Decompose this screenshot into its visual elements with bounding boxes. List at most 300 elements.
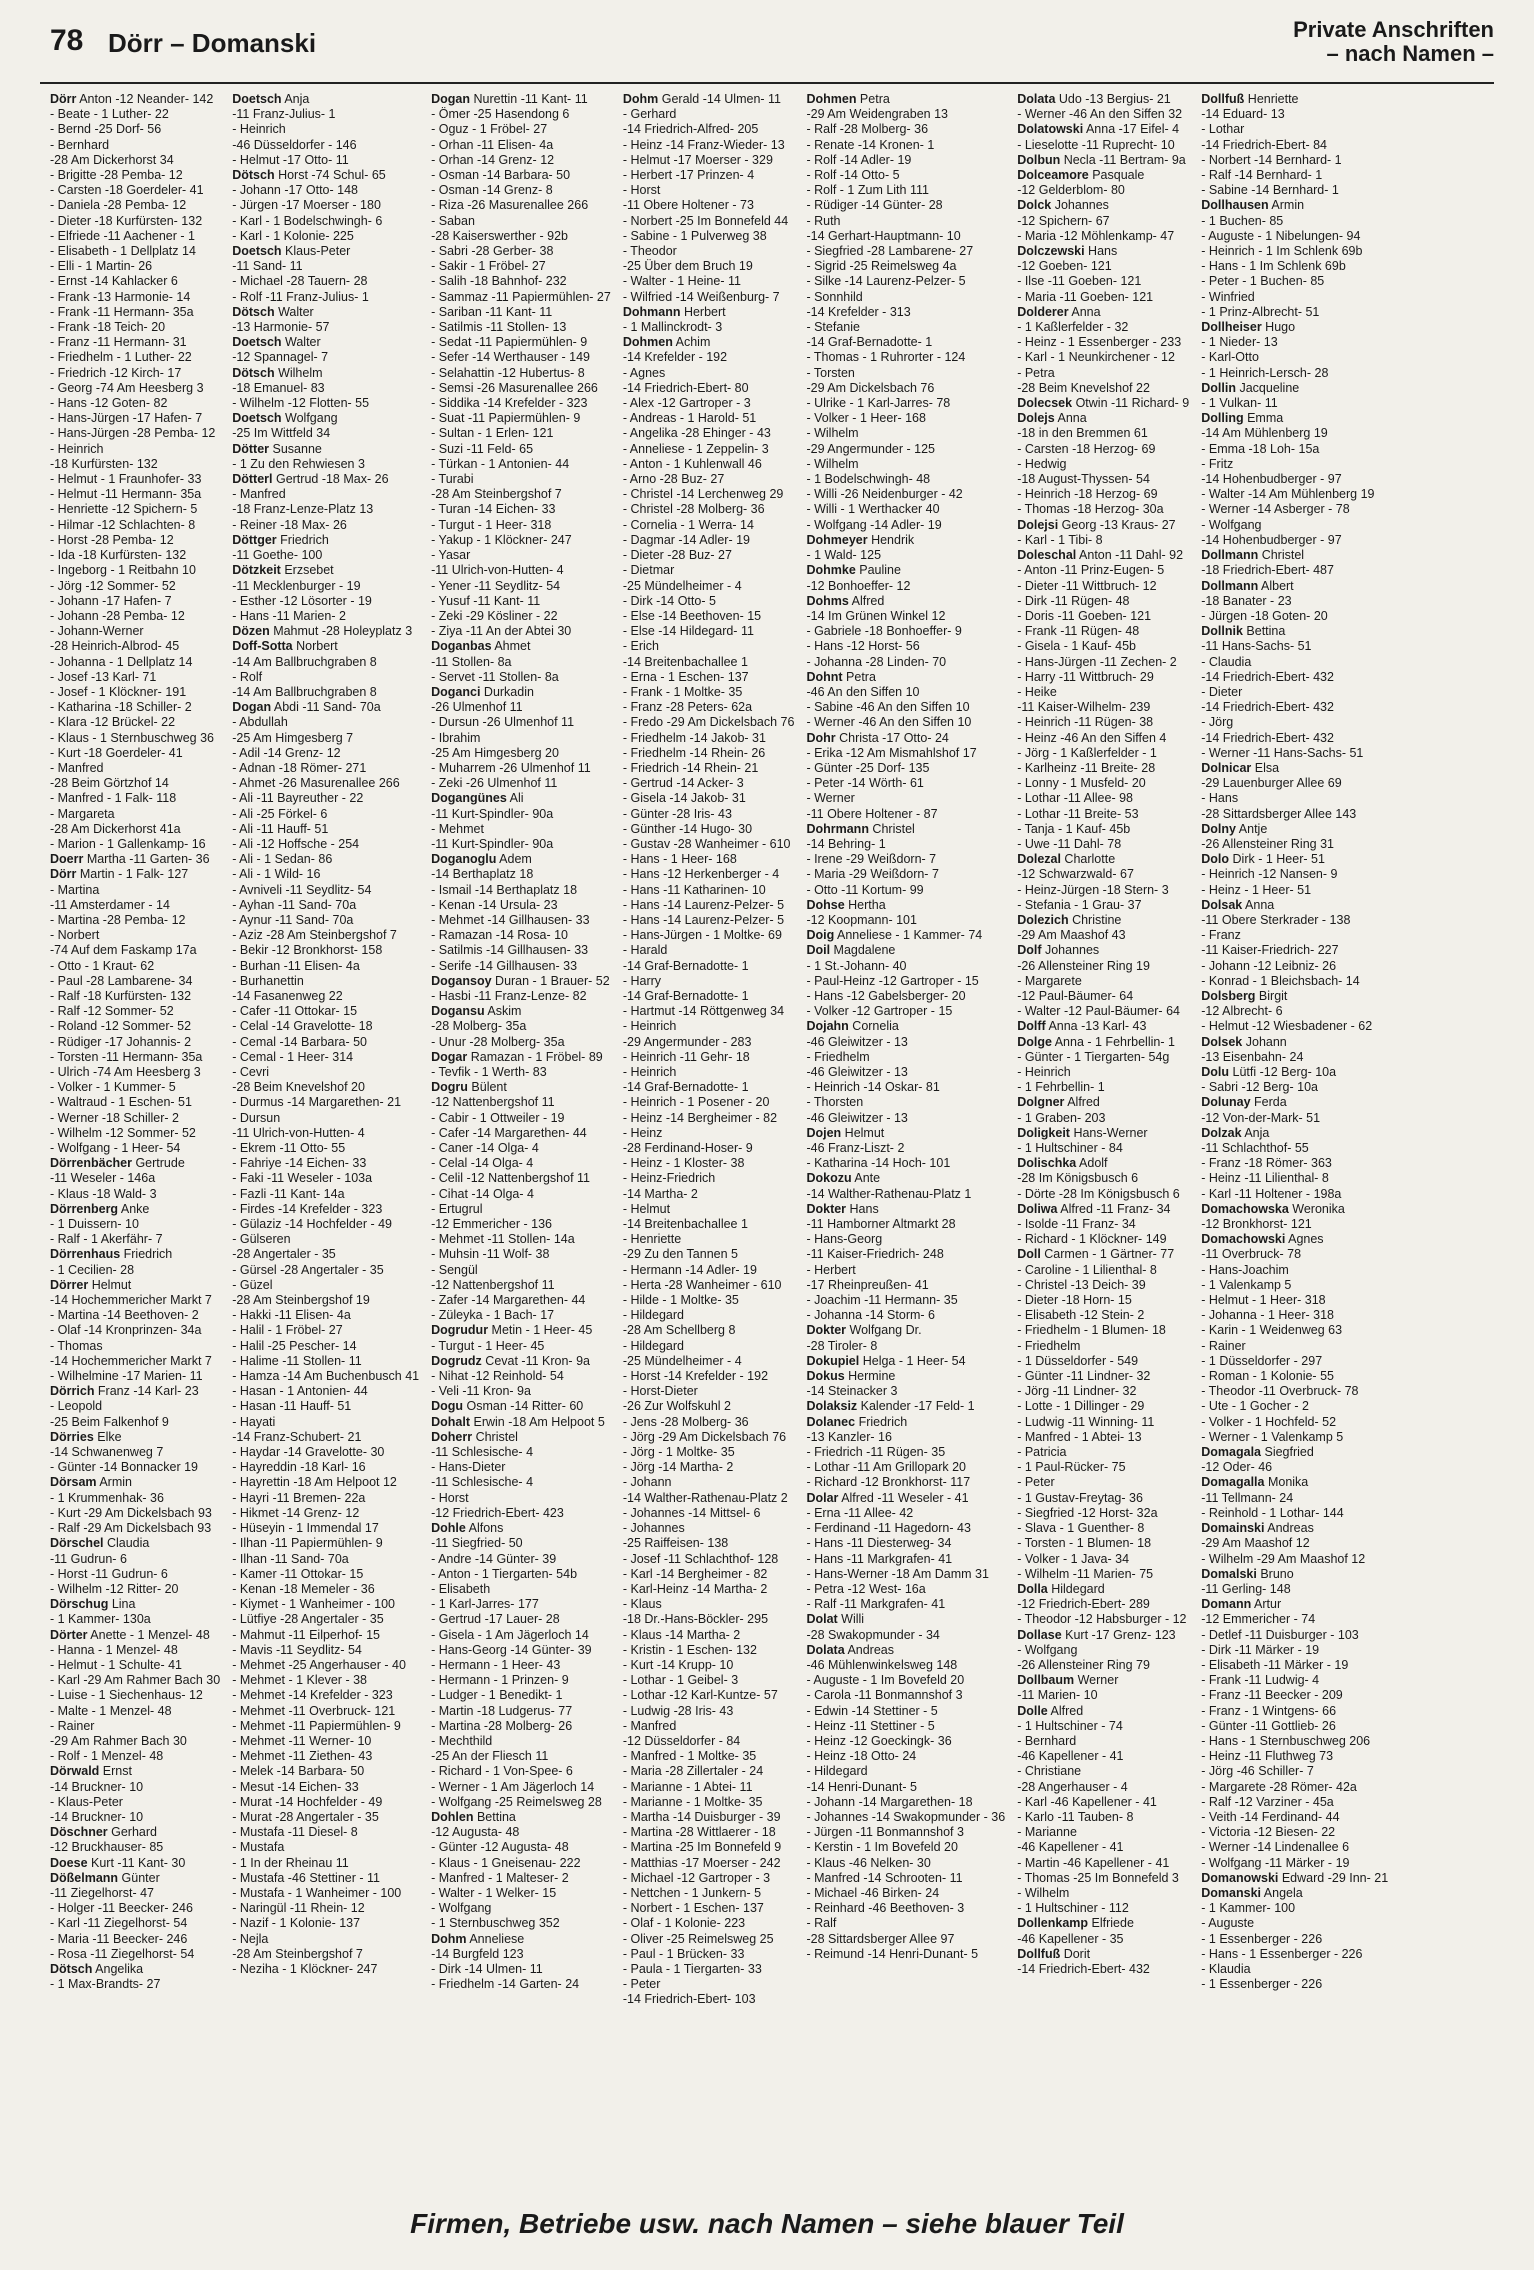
directory-entry <box>232 274 419 289</box>
directory-entry <box>232 1369 419 1384</box>
directory-entry <box>623 138 795 153</box>
entry-text: - Günter -28 Iris- 43 <box>622 806 732 821</box>
directory-entry <box>1017 974 1189 989</box>
directory-entry <box>431 1065 611 1080</box>
entry-text: - Ralf -12 Sommer- 52 <box>50 1004 174 1019</box>
directory-entry <box>1201 1065 1388 1080</box>
directory-entry <box>623 1506 795 1521</box>
entry-text: - Jörg <box>1201 715 1234 730</box>
directory-entry <box>232 1141 419 1156</box>
entry-text: -14 Schwanenweg 7 <box>50 1445 164 1460</box>
entry-text: - Gisela - 1 Kauf- 45b <box>1017 639 1136 654</box>
directory-entry <box>806 579 1005 594</box>
directory-entry <box>232 791 419 806</box>
entry-text: -18 in den Bremmen 61 <box>1017 426 1148 441</box>
entry-text: - Manfred - 1 Moltke- 35 <box>622 1749 757 1764</box>
entry-text: - Johanna - 1 Dellplatz 14 <box>50 654 193 669</box>
directory-entry <box>232 639 419 654</box>
directory-entry <box>806 1932 1005 1947</box>
entry-text: - 1 Nieder- 13 <box>1201 335 1278 350</box>
directory-entry <box>431 1141 611 1156</box>
directory-entry <box>232 609 419 624</box>
entry-text: -11 Kurt-Spindler- 90a <box>431 806 554 821</box>
directory-entry <box>1017 700 1189 715</box>
entry-text: -12 Nattenbergshof 11 <box>431 1095 555 1110</box>
entry-text: - Lieselotte -11 Ruprecht- 10 <box>1017 137 1175 152</box>
directory-entry <box>806 1764 1005 1779</box>
entry-text: - Werner -46 An den Siffen 10 <box>806 715 972 730</box>
directory-entry <box>232 1886 419 1901</box>
directory-entry <box>623 396 795 411</box>
entry-text: - 1 Krummenhak- 36 <box>50 1490 164 1505</box>
directory-entry <box>232 381 419 396</box>
directory-entry <box>50 1415 220 1430</box>
directory-entry <box>806 1202 1005 1217</box>
entry-text: - Celal -14 Olga- 4 <box>431 1156 534 1171</box>
directory-entry <box>232 1612 419 1627</box>
entry-text: - Volker - 1 Heer- 168 <box>806 411 926 426</box>
directory-entry <box>806 1840 1005 1855</box>
directory-entry <box>232 396 419 411</box>
directory-entry <box>1201 1004 1388 1019</box>
directory-entry <box>1017 1369 1189 1384</box>
directory-entry <box>1201 731 1388 746</box>
directory-entry <box>1201 1050 1388 1065</box>
entry-text: Otwin -11 Richard- 9 <box>1072 396 1190 411</box>
directory-entry <box>431 670 611 685</box>
entry-text: - Ferdinand -11 Hagedorn- 43 <box>806 1521 971 1536</box>
directory-entry <box>623 943 795 958</box>
directory-entry <box>806 198 1005 213</box>
directory-entry <box>232 1399 419 1414</box>
entry-text: Edward -29 Inn- 21 <box>1278 1870 1389 1885</box>
entry-text: Bülent <box>467 1080 507 1095</box>
directory-entry <box>1017 366 1189 381</box>
entry-text: -28 Swakopmunder - 34 <box>806 1627 940 1642</box>
directory-entry <box>1017 1764 1189 1779</box>
entry-text: -12 Bruckhauser- 85 <box>50 1840 164 1855</box>
entry-text: - Luise - 1 Siechenhaus- 12 <box>50 1688 203 1703</box>
directory-entry <box>623 1780 795 1795</box>
entry-text: - Hans -12 Herkenberger - 4 <box>622 867 780 882</box>
entry-text: - Horst -11 Gudrun- 6 <box>50 1566 168 1581</box>
entry-surname: Dolejsi <box>1017 517 1059 532</box>
entry-text: - Werner -46 An den Siffen 32 <box>1017 107 1183 122</box>
directory-entry <box>623 335 795 350</box>
entry-text: - Ilhan -11 Papiermühlen- 9 <box>232 1536 383 1551</box>
entry-surname: Dörsam <box>50 1475 97 1490</box>
entry-text: -12 Friedrich-Ebert- 289 <box>1017 1597 1150 1612</box>
directory-entry <box>50 1521 220 1536</box>
directory-entry <box>50 183 220 198</box>
directory-entry <box>623 1962 795 1977</box>
entry-surname: Dollbaum <box>1017 1673 1075 1688</box>
entry-text: -28 Am Steinbergshof 7 <box>232 1946 363 1961</box>
entry-text: Gertrud -18 Max- 26 <box>272 472 389 487</box>
entry-text: - Fritz <box>1201 456 1234 471</box>
entry-text: - Mechthild <box>431 1733 493 1748</box>
directory-entry <box>50 746 220 761</box>
directory-entry <box>1017 92 1189 107</box>
entry-text: - Henriette <box>622 1232 682 1247</box>
entry-text: -12 Spichern- 67 <box>1017 213 1110 228</box>
directory-entry <box>50 1035 220 1050</box>
directory-entry <box>806 1947 1005 1962</box>
entry-text: - Volker - 1 Hochfeld- 52 <box>1201 1414 1337 1429</box>
entry-text: - Bernhard <box>50 137 110 152</box>
entry-text: Cevat -11 Kron- 9a <box>481 1353 590 1368</box>
entry-text: - Ibrahim <box>431 730 481 745</box>
entry-text: Metin - 1 Heer- 45 <box>488 1323 593 1338</box>
directory-entry <box>1201 1612 1388 1627</box>
entry-text: - Mehmet -14 Gillhausen- 33 <box>431 912 590 927</box>
entry-text: - Gertrud -14 Acker- 3 <box>622 776 744 791</box>
directory-entry <box>232 1552 419 1567</box>
directory-entry <box>623 381 795 396</box>
entry-text: - Mehmet -11 Stollen- 14a <box>431 1232 575 1247</box>
entry-surname: Doff-Sotta <box>232 639 293 654</box>
entry-text: Carmen - 1 Gärtner- 77 <box>1040 1247 1175 1262</box>
directory-entry <box>50 1962 220 1977</box>
directory-entry <box>1017 502 1189 517</box>
directory-entry <box>50 1780 220 1795</box>
entry-text: Anja <box>281 92 310 106</box>
directory-entry <box>431 1202 611 1217</box>
directory-entry <box>623 579 795 594</box>
entry-text: Adolf <box>1076 1156 1108 1171</box>
directory-entry <box>623 244 795 259</box>
directory-entry <box>1017 168 1189 183</box>
entry-text: Walter <box>274 304 314 319</box>
entry-text: - Maria -29 Weißdorn- 7 <box>806 867 939 882</box>
directory-entry <box>623 153 795 168</box>
entry-surname: Doligkeit <box>1017 1125 1070 1140</box>
entry-text: - Maria -12 Möhlenkamp- 47 <box>1017 228 1175 243</box>
directory-entry <box>806 943 1005 958</box>
directory-entry <box>1017 1840 1189 1855</box>
entry-text: - Güzel <box>232 1277 273 1292</box>
entry-text: -12 Friedrich-Ebert- 423 <box>431 1505 564 1520</box>
directory-entry <box>232 457 419 472</box>
directory-entry <box>1017 1384 1189 1399</box>
entry-text: -11 Amsterdamer - 14 <box>50 897 170 912</box>
entry-text: -14 Graf-Bernadotte- 1 <box>806 335 933 350</box>
directory-entry <box>806 1384 1005 1399</box>
entry-surname: Domachowski <box>1201 1232 1286 1247</box>
directory-entry <box>232 959 419 974</box>
directory-entry <box>50 943 220 958</box>
entry-text: - Cemal -14 Barbara- 50 <box>232 1034 367 1049</box>
directory-entry <box>1201 1749 1388 1764</box>
entry-text: - Werner -11 Hans-Sachs- 51 <box>1201 745 1364 760</box>
directory-entry <box>806 548 1005 563</box>
entry-text: - Hikmet -14 Grenz- 12 <box>232 1505 360 1520</box>
directory-entry <box>1017 1947 1189 1962</box>
directory-entry <box>232 1795 419 1810</box>
directory-entry <box>232 290 419 305</box>
entry-surname: Dohm <box>622 92 659 106</box>
entry-surname: Dollmann <box>1201 548 1259 563</box>
entry-text: Henriette <box>1244 92 1299 106</box>
entry-text: - Karin - 1 Weidenweg 63 <box>1201 1323 1343 1338</box>
directory-entry <box>50 1323 220 1338</box>
directory-entry <box>431 1445 611 1460</box>
directory-entry <box>1017 989 1189 1004</box>
directory-entry <box>431 1719 611 1734</box>
directory-entry <box>1201 1384 1388 1399</box>
directory-entry <box>232 1916 419 1931</box>
directory-entry <box>806 639 1005 654</box>
directory-entry <box>50 928 220 943</box>
entry-text: Ahmet <box>491 639 531 654</box>
entry-text: -25 Beim Falkenhof 9 <box>50 1414 169 1429</box>
entry-text: - Johanna -14 Storm- 6 <box>806 1308 935 1323</box>
directory-entry <box>1017 1673 1189 1688</box>
entry-text: - Ralf -11 Markgrafen- 41 <box>806 1597 946 1612</box>
entry-text: - Muharrem -26 Ulmenhof 11 <box>431 760 591 775</box>
entry-text: -18 Emanuel- 83 <box>232 380 325 395</box>
entry-text: - Hans -11 Katharinen- 10 <box>622 882 766 897</box>
directory-entry <box>1201 1399 1388 1414</box>
directory-entry <box>431 1901 611 1916</box>
directory-entry <box>431 259 611 274</box>
directory-entry <box>1017 883 1189 898</box>
directory-entry <box>232 1460 419 1475</box>
entry-text: - Hans -14 Laurenz-Pelzer- 5 <box>622 912 785 927</box>
entry-text: - Melek -14 Barbara- 50 <box>232 1764 365 1779</box>
directory-entry <box>232 259 419 274</box>
directory-entry <box>1201 548 1388 563</box>
entry-text: -11 Kaiser-Wilhelm- 239 <box>1017 700 1151 715</box>
directory-entry <box>623 518 795 533</box>
entry-surname: Dohmen <box>806 92 857 106</box>
directory-entry <box>431 867 611 882</box>
directory-entry <box>1017 1901 1189 1916</box>
entry-text: - Marianne - 1 Moltke- 35 <box>622 1794 763 1809</box>
entry-text: Angela <box>1261 1885 1303 1900</box>
entry-text: - Hildegard <box>622 1338 684 1353</box>
entry-text: - Agnes <box>622 365 666 380</box>
entry-text: - Kamer -11 Ottokar- 15 <box>232 1566 364 1581</box>
entry-text: - Willi -26 Neidenburger - 42 <box>806 487 963 502</box>
entry-text: - Friedhelm -14 Garten- 24 <box>431 1977 580 1992</box>
directory-entry <box>806 320 1005 335</box>
directory-entry <box>1201 1597 1388 1612</box>
directory-entry <box>1017 198 1189 213</box>
directory-entry <box>1201 563 1388 578</box>
directory-entry <box>1017 928 1189 943</box>
directory-entry <box>1201 1932 1388 1947</box>
directory-entry <box>431 822 611 837</box>
directory-entry <box>232 1536 419 1551</box>
entry-surname: Dolsek <box>1201 1034 1243 1049</box>
entry-text: - Turan -14 Eichen- 33 <box>431 502 556 517</box>
directory-entry <box>1201 715 1388 730</box>
entry-text: - Hanna - 1 Menzel- 48 <box>50 1642 178 1657</box>
entry-text: - Halil - 1 Fröbel- 27 <box>232 1323 343 1338</box>
entry-text: -18 Dr.-Hans-Böckler- 295 <box>622 1612 769 1627</box>
entry-text: - Elli - 1 Martin- 26 <box>50 259 153 274</box>
entry-surname: Doliwa <box>1017 1201 1058 1216</box>
entry-surname: Doll <box>1017 1247 1041 1262</box>
entry-text: - Paul - 1 Brücken- 33 <box>622 1946 745 1961</box>
directory-entry <box>1201 1232 1388 1247</box>
directory-entry <box>1201 457 1388 472</box>
directory-entry <box>623 959 795 974</box>
entry-text: - Volker - 1 Java- 34 <box>1017 1551 1130 1566</box>
directory-entry <box>806 1719 1005 1734</box>
directory-entry <box>232 1871 419 1886</box>
directory-entry <box>50 138 220 153</box>
directory-entry <box>623 1688 795 1703</box>
directory-entry <box>806 1369 1005 1384</box>
entry-surname: Domainski <box>1201 1521 1265 1536</box>
entry-text: - Sefer -14 Werthauser - 149 <box>431 350 590 365</box>
entry-text: - Manfred <box>622 1718 677 1733</box>
entry-text: - Gertrud -17 Lauer- 28 <box>431 1612 560 1627</box>
entry-text: - Hans-Werner -18 Am Damm 31 <box>806 1566 989 1581</box>
directory-entry <box>431 685 611 700</box>
entry-text: - Harry -11 Wittbruch- 29 <box>1017 669 1154 684</box>
directory-entry <box>1201 685 1388 700</box>
entry-text: - Alex -12 Gartroper - 3 <box>622 396 751 411</box>
entry-text: -11 Schlachthof- 55 <box>1201 1141 1309 1156</box>
directory-entry <box>50 1825 220 1840</box>
directory-entry <box>806 1339 1005 1354</box>
entry-text: - Heinrich -12 Nansen- 9 <box>1201 867 1338 882</box>
entry-text: - Martina -14 Beethoven- 2 <box>50 1308 199 1323</box>
directory-entry <box>50 959 220 974</box>
directory-entry <box>1017 1415 1189 1430</box>
directory-entry <box>1017 1171 1189 1186</box>
entry-text: - Sabine -14 Bernhard- 1 <box>1201 183 1339 198</box>
directory-entry <box>232 1080 419 1095</box>
directory-entry <box>50 1734 220 1749</box>
directory-entry <box>1017 1141 1189 1156</box>
entry-text: - Ali - 1 Wild- 16 <box>232 867 321 882</box>
directory-entry <box>623 1217 795 1232</box>
entry-text: -14 Graf-Bernadotte- 1 <box>622 988 749 1003</box>
directory-entry <box>806 1050 1005 1065</box>
directory-entry <box>806 1323 1005 1338</box>
entry-text: - Avniveli -11 Seydlitz- 54 <box>232 882 372 897</box>
directory-entry <box>431 852 611 867</box>
entry-text: - Saban <box>431 213 475 228</box>
directory-entry <box>232 670 419 685</box>
entry-text: - Elisabeth - 1 Dellplatz 14 <box>50 244 196 259</box>
entry-surname: Dolata <box>1017 92 1056 106</box>
directory-entry <box>1017 1202 1189 1217</box>
entry-text: Martha -11 Garten- 36 <box>83 852 210 867</box>
directory-entry <box>806 1126 1005 1141</box>
directory-entry <box>50 1339 220 1354</box>
directory-entry <box>623 1171 795 1186</box>
entry-text: -12 Schwarzwald- 67 <box>1017 867 1134 882</box>
entry-surname: Dolsberg <box>1201 988 1256 1003</box>
directory-entry <box>431 1111 611 1126</box>
directory-entry <box>50 609 220 624</box>
entry-text: - Silke -14 Laurenz-Pelzer- 5 <box>806 274 966 289</box>
entry-text: Helga - 1 Heer- 54 <box>859 1353 966 1368</box>
entry-text: - Wolfgang -25 Reimelsweg 28 <box>431 1794 602 1809</box>
directory-entry <box>1201 1247 1388 1262</box>
entry-text: - Dirk -14 Otto- 5 <box>622 593 716 608</box>
directory-entry <box>431 1323 611 1338</box>
directory-entry <box>50 1491 220 1506</box>
directory-entry <box>623 1552 795 1567</box>
entry-text: - Heinz -11 Lilienthal- 8 <box>1201 1171 1329 1186</box>
entry-text: -46 Kapellener - 41 <box>1017 1840 1124 1855</box>
entry-text: - Manfred - 1 Falk- 118 <box>50 791 177 806</box>
entry-text: - Isolde -11 Franz- 34 <box>1017 1217 1136 1232</box>
directory-entry <box>50 1643 220 1658</box>
entry-text: -13 Kanzler- 16 <box>806 1429 892 1444</box>
directory-entry <box>431 1095 611 1110</box>
entry-text: -11 Kaiser-Friedrich- 248 <box>806 1247 944 1262</box>
directory-entry <box>806 122 1005 137</box>
directory-entry <box>232 214 419 229</box>
entry-surname: Dohse <box>806 897 845 912</box>
directory-entry <box>232 1688 419 1703</box>
entry-surname: Dolzak <box>1201 1125 1242 1140</box>
entry-surname: Dolecsek <box>1017 396 1073 411</box>
directory-entry <box>431 274 611 289</box>
directory-entry <box>623 1932 795 1947</box>
directory-entry <box>1017 670 1189 685</box>
directory-entry <box>50 655 220 670</box>
directory-entry <box>50 290 220 305</box>
entry-text: - Hans - 1 Essenberger - 226 <box>1201 1946 1363 1961</box>
directory-entry <box>623 487 795 502</box>
entry-text: - Dörte -28 Im Königsbusch 6 <box>1017 1186 1180 1201</box>
directory-entry <box>806 533 1005 548</box>
entry-text: - Günter -11 Lindner- 32 <box>1017 1369 1151 1384</box>
directory-entry <box>806 1217 1005 1232</box>
directory-entry <box>1017 1491 1189 1506</box>
directory-entry <box>232 426 419 441</box>
directory-entry <box>50 1278 220 1293</box>
entry-text: - 1 St.-Johann- 40 <box>806 958 907 973</box>
directory-entry <box>50 366 220 381</box>
entry-text: - Waltraud - 1 Eschen- 51 <box>50 1095 192 1110</box>
entry-text: - Ralf - 1 Akerfähr- 7 <box>50 1232 163 1247</box>
directory-entry <box>806 502 1005 517</box>
directory-entry <box>50 1886 220 1901</box>
entry-text: - 1 Kaßlerfelder - 32 <box>1017 320 1129 335</box>
directory-entry <box>232 1278 419 1293</box>
directory-entry <box>232 107 419 122</box>
directory-entry <box>623 1582 795 1597</box>
directory-entry <box>50 426 220 441</box>
directory-entry <box>806 731 1005 746</box>
directory-entry <box>1017 305 1189 320</box>
directory-entry <box>1201 807 1388 822</box>
entry-text: - Norbert -25 Im Bonnefeld 44 <box>622 213 789 228</box>
directory-entry <box>1017 1688 1189 1703</box>
entry-text: - 1 Düsseldorfer - 297 <box>1201 1353 1323 1368</box>
entry-surname: Domachowska <box>1201 1201 1289 1216</box>
entry-text: - Mustafa -11 Diesel- 8 <box>232 1825 358 1840</box>
entry-text: - Serife -14 Gillhausen- 33 <box>431 958 578 973</box>
entry-text: - Georg -74 Am Heesberg 3 <box>50 380 204 395</box>
directory-entry <box>806 214 1005 229</box>
entry-text: - Ali - 1 Sedan- 86 <box>232 852 333 867</box>
entry-text: - Klara -12 Brückel- 22 <box>50 715 176 730</box>
entry-text: - Faki -11 Weseler - 103a <box>232 1171 373 1186</box>
entry-text: - Ilse -11 Goeben- 121 <box>1017 274 1142 289</box>
directory-entry <box>1201 1825 1388 1840</box>
section-title-line-1: Private Anschriften <box>1293 17 1494 42</box>
